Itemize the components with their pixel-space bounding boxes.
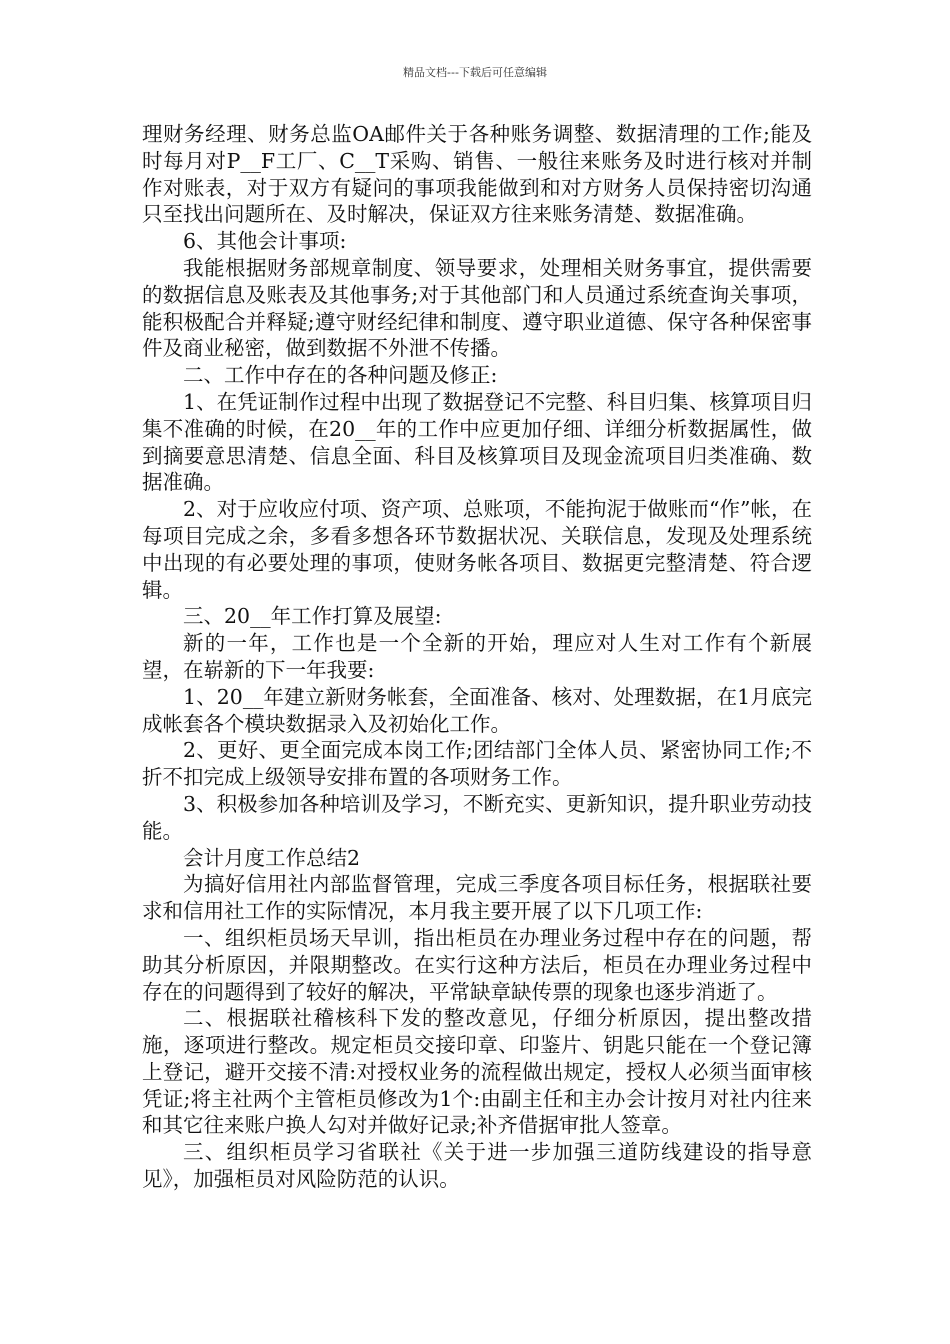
paragraph: 新的一年，工作也是一个全新的开始，理应对人生对工作有个新展望，在崭新的下一年我要:	[142, 631, 812, 682]
paragraph: 二、根据联社稽核科下发的整改意见，仔细分析原因，提出整改措施，逐项进行整改。规定柜员交接印章、印鉴片、钥匙只能在一个登记簿上登记，避开交接不清:对授权业务的流程做出规定，授权人必须当面审核凭证;将主社两个主管柜员修改为1个:由副主任和主办会计按月对社内往来和其它往来账户换人勾对并做好记录;补齐借据审批人签章。	[142, 1006, 812, 1138]
section-heading: 6、其他会计事项:	[183, 229, 347, 254]
document-body	[142, 121, 812, 1193]
paragraph: 1、在凭证制作过程中出现了数据登记不完整、科目归集、核算项目归集不准确的时候，在20__年的工作中应更加仔细、详细分析数据属性，做到摘要意思清楚、信息全面、科目及核算项目及现金流项目归类准确、数据准确。	[142, 389, 812, 495]
paragraph: 三、组织柜员学习省联社《关于进一步加强三道防线建设的指导意见》，加强柜员对风险防范的认识。	[142, 1140, 812, 1192]
paragraph: 1、20__年建立新财务帐套，全面准备、核对、处理数据，在1月底完成帐套各个模块数据录入及初始化工作。	[142, 684, 812, 736]
section-heading: 三、20__年工作打算及展望:	[183, 604, 442, 629]
paragraph: 2、更好、更全面完成本岗工作;团结部门全体人员、紧密协同工作;不折不扣完成上级领导安排布置的各项财务工作。	[142, 738, 812, 790]
paragraph: 理财务经理、财务总监OA邮件关于各种账务调整、数据清理的工作;能及时每月对P__F工厂、C__T采购、销售、一般往来账务及时进行核对并制作对账表，对于双方有疑问的事项我能做到和对方财务人员保持密切沟通只至找出问题所在、及时解决，保证双方往来账务清楚、数据准确。	[142, 122, 812, 227]
paragraph: 一、组织柜员场天早训，指出柜员在办理业务过程中存在的问题，帮助其分析原因，并限期整改。在实行这种方法后，柜员在办理业务过程中存在的问题得到了较好的解决，平常缺章缺传票的现象也逐步消逝了。	[142, 925, 812, 1004]
paragraph: 2、对于应收应付项、资产项、总账项，不能拘泥于做账而“作”帐，在每项目完成之余，多看多想各环节数据状况、关联信息，发现及处理系统中出现的有必要处理的事项，使财务帐各项目、数据更完整清楚、符合逻辑。	[142, 497, 812, 602]
section-heading: 二、工作中存在的各种问题及修正:	[183, 363, 498, 388]
paragraph: 为搞好信用社内部监督管理，完成三季度各项目标任务，根据联社要求和信用社工作的实际情况，本月我主要开展了以下几项工作:	[142, 872, 812, 924]
page-header: 精品文档---下载后可任意编辑	[403, 66, 547, 79]
paragraph: 我能根据财务部规章制度、领导要求，处理相关财务事宜，提供需要的数据信息及账表及其他事务;对于其他部门和人员通过系统查询关事项，能积极配合并释疑;遵守财经纪律和制度、遵守职业道德、保守各种保密事件及商业秘密，做到数据不外泄不传播。	[142, 255, 812, 361]
section-heading: 会计月度工作总结2	[183, 845, 361, 870]
paragraph: 3、积极参加各种培训及学习，不断充实、更新知识，提升职业劳动技能。	[142, 791, 812, 843]
